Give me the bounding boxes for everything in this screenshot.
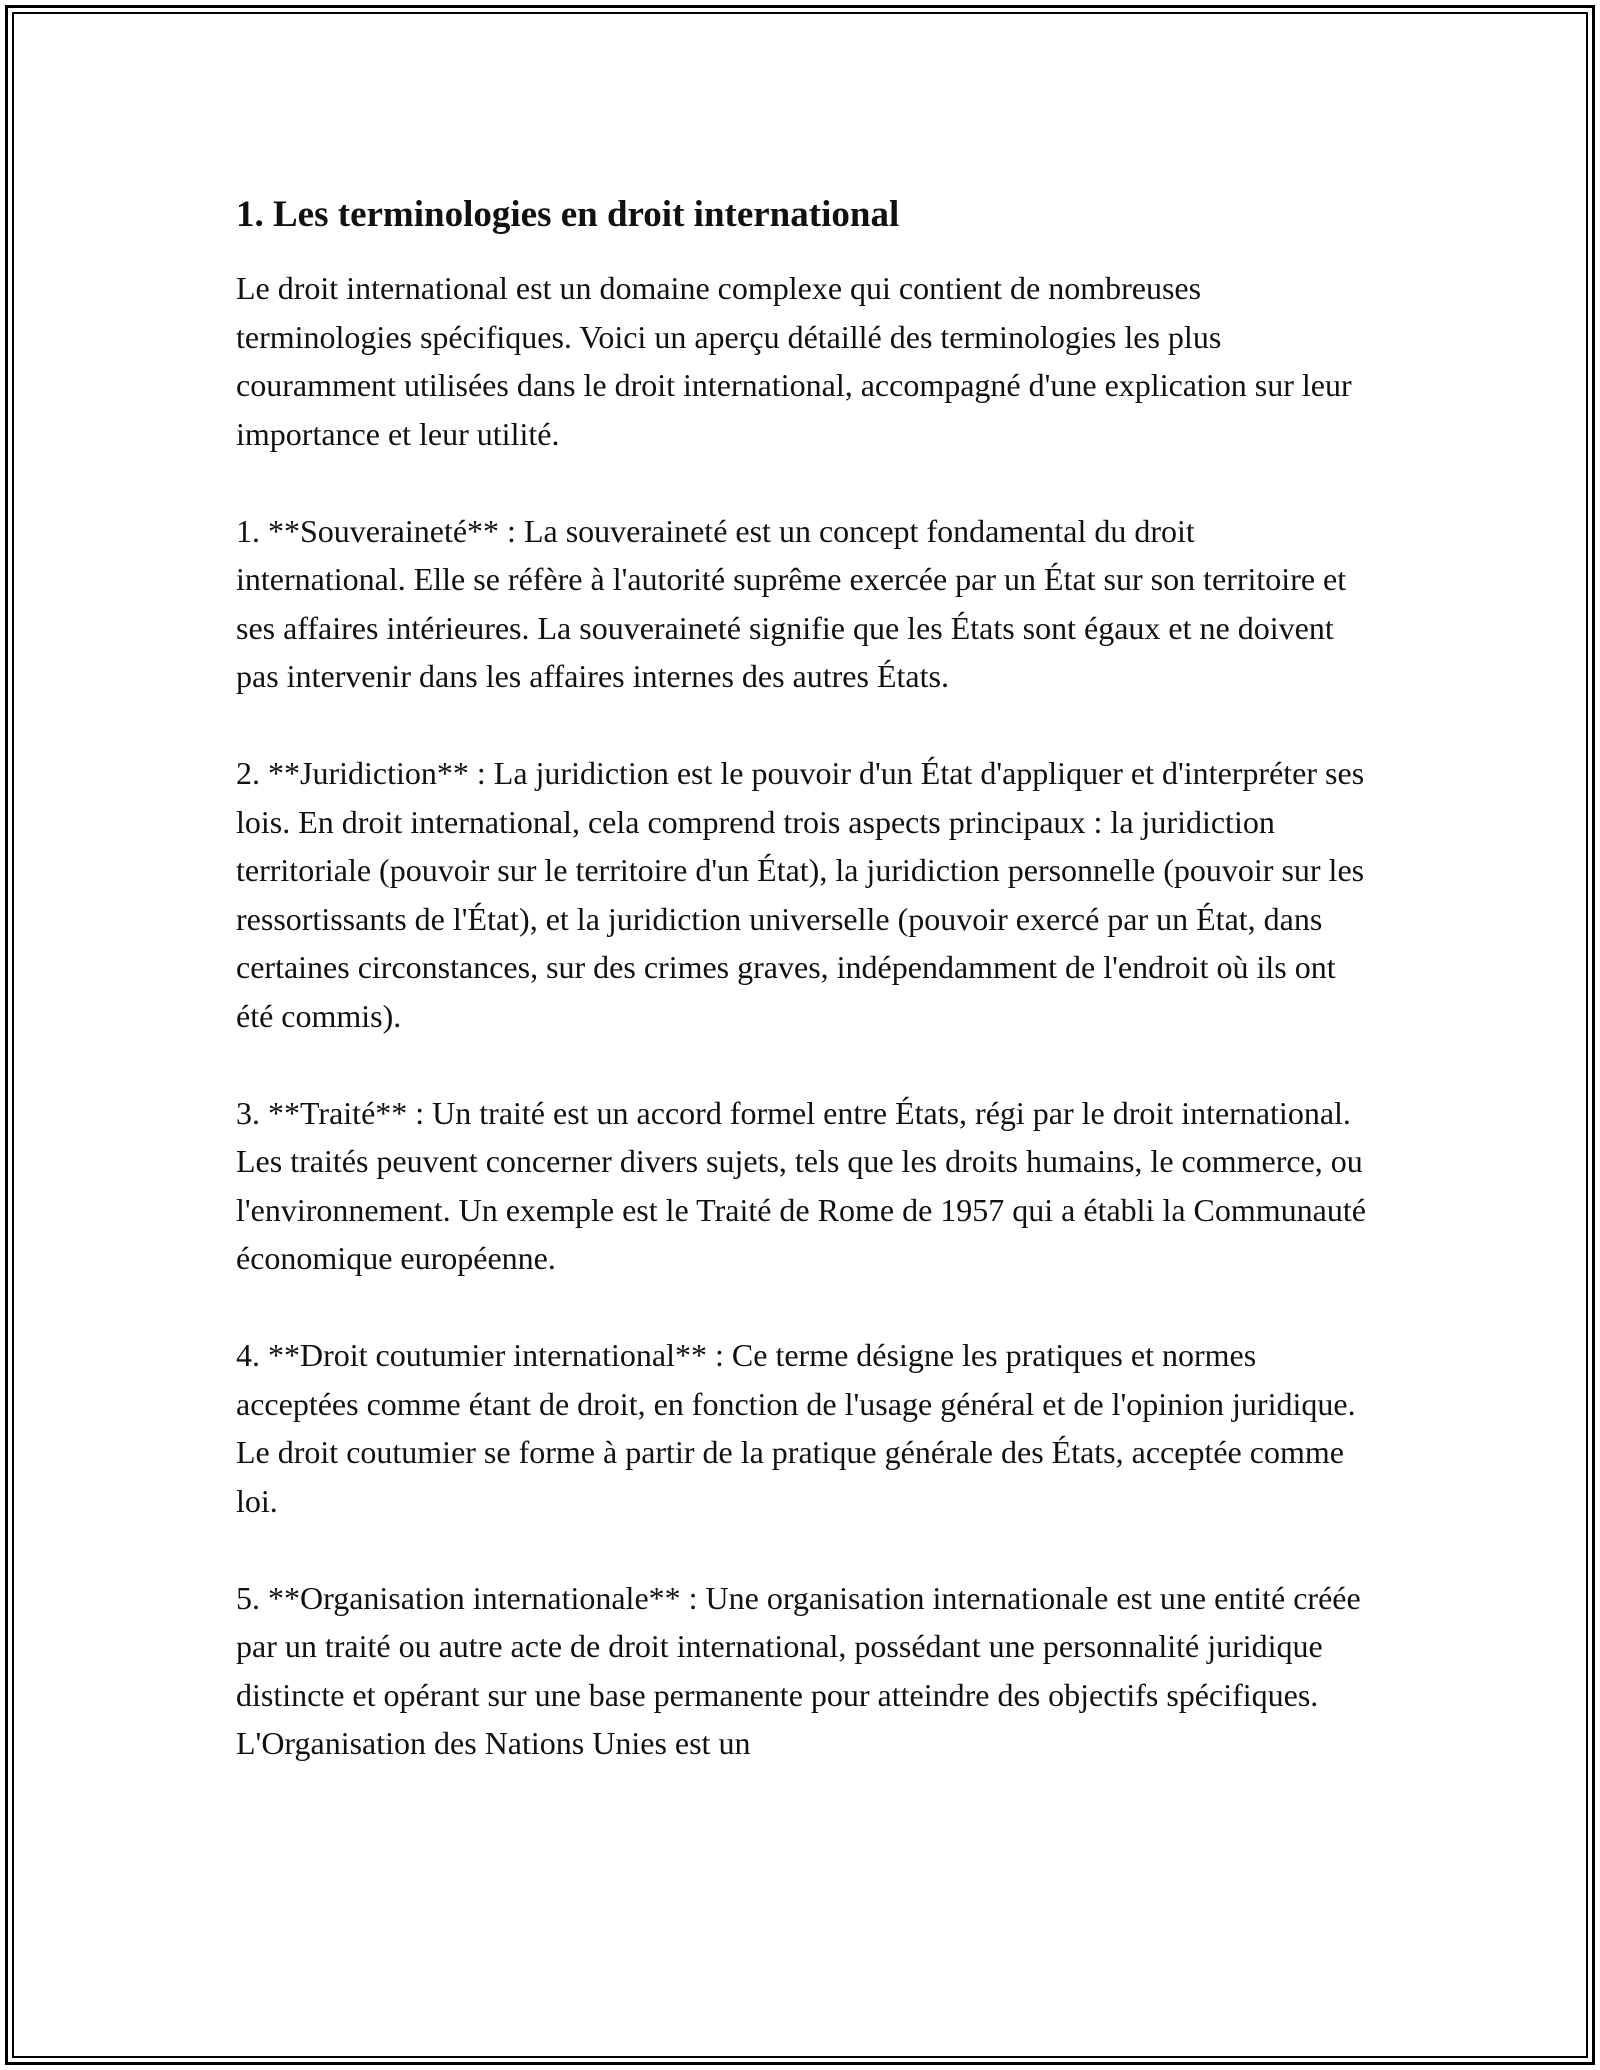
term-organisation-internationale: 5. **Organisation internationale** : Une organisation internationale est une entité créée par un traité ou autre acte de droit international, possédant une personnalité juridique distincte et opérant sur une base permanente pour atteindre des objectifs spécifiques. L'Organisation des Nations Unies est un xyxy=(236,1579,1361,1761)
section-title: 1. Les terminologies en droit international xyxy=(236,194,900,235)
intro-paragraph: Le droit international est un domaine complexe qui contient de nombreuses terminologies spécifiques. Voici un aperçu détaillé des terminologies les plus couramment utilisées dans le droit international, accompagné d'une explication sur leur importance et leur utilité. xyxy=(236,270,1352,452)
term-traite: 3. **Traité** : Un traité est un accord formel entre États, régi par le droit international. Les traités peuvent concerner divers sujets, tels que les droits humains, le commerce, ou l'environnement. Un exemple est le Traité de Rome de 1957 qui a établi la Communauté économique européenne. xyxy=(236,1094,1366,1276)
term-droit-coutumier: 4. **Droit coutumier international** : Ce terme désigne les pratiques et normes acceptées comme étant de droit, en fonction de l'usage général et de l'opinion juridique. Le droit coutumier se forme à partir de la pratique générale des États, acceptée comme loi. xyxy=(236,1337,1356,1519)
document-body xyxy=(236,180,1366,1816)
term-juridiction: 2. **Juridiction** : La juridiction est le pouvoir d'un État d'appliquer et d'interpréter ses lois. En droit international, cela comprend trois aspects principaux : la juridiction territoriale (pouvoir sur le territoire d'un État), la juridiction personnelle (pouvoir sur les ressortissants de l'État), et la juridiction universelle (pouvoir exercé par un État, dans certaines circonstances, sur des crimes graves, indépendamment de l'endroit où ils ont été commis). xyxy=(236,755,1365,1034)
term-souverainete: 1. **Souveraineté** : La souveraineté est un concept fondamental du droit international. Elle se réfère à l'autorité suprême exercée par un État sur son territoire et ses affaires intérieures. La souveraineté signifie que les États sont égaux et ne doivent pas intervenir dans les affaires internes des autres États. xyxy=(236,512,1347,694)
